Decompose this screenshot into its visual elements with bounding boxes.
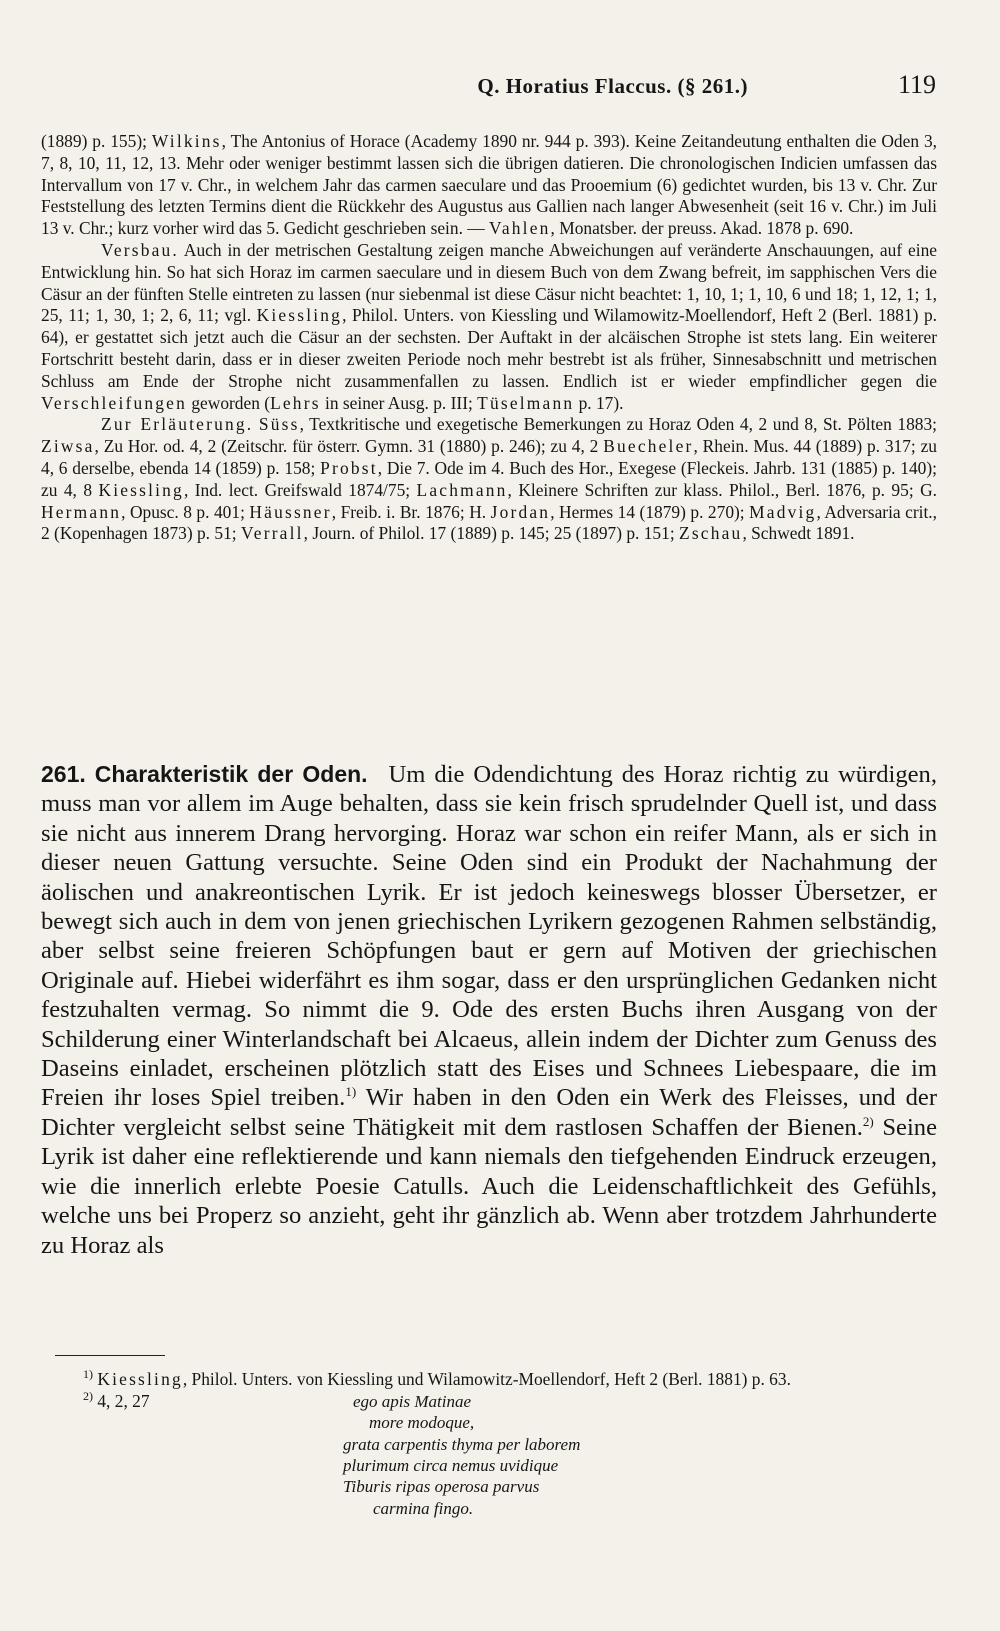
footnotes	[41, 1369, 937, 1519]
horace-quotation: ego apis Matinae more modoque, grata carpentis thyma per laborem plurimum circa nemus uvidique Tiburis ripas operosa parvus carmina fingo.	[343, 1391, 581, 1518]
running-title: Q. Horatius Flaccus. (§ 261.)	[477, 74, 748, 98]
section-title: Charakteristik der Oden.	[94, 761, 368, 787]
section-number: 261.	[41, 761, 86, 787]
versbau-paragraph: Versbau. Auch in der metrischen Gestaltung zeigen manche Abweichungen auf veränderte Anschauungen, auf eine Entwicklung hin. So hat sich Horaz im carmen saeculare und in diesem Buch von dem Zwang befreit, im sapphischen Vers die Cäsur an der fünften Stelle eintreten zu lassen (nur siebenmal ist diese Cäsur nicht beachtet: 1, 10, 1; 1, 10, 6 und 18; 1, 12, 1; 1, 25, 11; 1, 30, 1; 2, 6, 11; vgl. Kiessling, Philol. Unters. von Kiessling und Wilamowitz-Moellendorf, Heft 2 (Berl. 1881) p. 64), er gestattet sich jetzt auch die Cäsur an der sechsten. Der Auftakt in der alcäischen Strophe ist stets lang. Ein weiterer Fortschritt besteht darin, dass er in dieser zweiten Periode noch mehr bestrebt ist als früher, Sinnesabschnitt und metrischen Schluss am Ende der Strophe nicht zusammenfallen zu lassen. Endlich ist er wieder empfindlicher gegen die Verschleifungen geworden (Lehrs in seiner Ausg. p. III; Tüselmann p. 17).	[41, 239, 937, 413]
footnote-2: $^{2)}$ 4, 2, 27 ego apis Matinae more modoque, grata carpentis thyma per laborem plurimum circa nemus uvidique Tiburis ripas operosa parvus carmina fingo.	[83, 1389, 581, 1518]
footnote-1: $^{1)}$ Kiessling, Philol. Unters. von Kiessling und Wilamowitz-Moellendorf, Heft 2 (Berl. 1881) p. 63.	[83, 1367, 791, 1389]
footnote-ref-2[interactable]: 2)	[862, 1113, 874, 1129]
page-number: 119	[897, 70, 936, 99]
footnote-ref-1[interactable]: 1)	[345, 1084, 357, 1100]
section-paragraph: 261. Charakteristik der Oden. Um die Odendichtung des Horaz richtig zu würdigen, muss man vor allem im Auge behalten, dass sie kein frisch sprudelnder Quell ist, und dass sie nicht aus innerem Drang hervorging. Horaz war schon ein reifer Mann, als er sich in dieser neuen Gattung versuchte. Seine Oden sind ein Produkt der Nachahmung der äolischen und anakreontischen Lyrik. Er ist jedoch keineswegs blosser Übersetzer, er bewegt sich auch in dem von jenen griechischen Lyrikern gezogenen Rahmen selbständig, aber selbst seine freieren Schöpfungen baut er gern auf Motiven der griechischen Originale auf. Hiebei widerfährt es ihm sogar, dass er den ursprünglichen Gedanken nicht festzuhalten vermag. So nimmt die 9. Ode des ersten Buchs ihren Ausgang von der Schilderung einer Winterlandschaft bei Alcaeus, allein indem der Dichter zum Genuss des Daseins einladet, erscheinen plötzlich statt des Eises und Schnees Liebespaare, die im Freien ihr loses Spiel treiben.$^{1)}$ Wir haben in den Oden ein Werk des Fleisses, und der Dichter vergleicht selbst seine Thätigkeit mit dem rastlosen Schaffen der Bienen.$^{2)}$ Seine Lyrik ist daher eine reflektierende und kann niemals den tiefgehenden Eindruck erzeugen, wie die innerlich erlebte Poesie Catulls. Auch die Leidenschaftlichkeit des Gefühls, welche uns bei Properz so anzieht, geht ihr gänzlich ab. Wenn aber trotzdem Jahrhunderte zu Horaz als	[41, 761, 938, 1259]
erlaeuterung-label: Zur Erläuterung.	[101, 414, 254, 435]
versbau-label: Versbau.	[101, 239, 179, 260]
footnote-divider	[55, 1355, 165, 1356]
page-header	[40, 70, 936, 100]
erlaeuterung-paragraph: Zur Erläuterung. Süss, Textkritische und exegetische Bemerkungen zu Horaz Oden 4, 2 und 8, St. Pölten 1883; Ziwsa, Zu Hor. od. 4, 2 (Zeitschr. für österr. Gymn. 31 (1880) p. 246); zu 4, 2 Buecheler, Rhein. Mus. 44 (1889) p. 317; zu 4, 6 derselbe, ebenda 14 (1859) p. 158; Probst, Die 7. Ode im 4. Buch des Hor., Exegese (Fleckeis. Jahrb. 131 (1885) p. 140); zu 4, 8 Kiessling, Ind. lect. Greifswald 1874/75; Lachmann, Kleinere Schriften zur klass. Philol., Berl. 1876, p. 95; G. Hermann, Opusc. 8 p. 401; Häussner, Freib. i. Br. 1876; H. Jordan, Hermes 14 (1879) p. 270); Madvig, Adversaria crit., 2 (Kopenhagen 1873) p. 51; Verrall, Journ. of Philol. 17 (1889) p. 145; 25 (1897) p. 151; Zschau, Schwedt 1891.	[41, 414, 938, 544]
bibliography-block	[41, 131, 937, 545]
dating-paragraph: (1889) p. 155); Wilkins, The Antonius of Horace (Academy 1890 nr. 944 p. 393). Keine Zeitandeutung enthalten die Oden 3, 7, 8, 10, 11, 12, 13. Mehr oder weniger bestimmt lassen sich die übrigen datieren. Die chronologischen Indicien umfassen das Intervallum von 17 v. Chr., in welchem Jahr das carmen saeculare und das Prooemium (6) gedichtet wurden, bis 13 v. Chr. Zur Feststellung des letzten Termins dient die Rückkehr des Augustus aus Gallien nach langer Abwesenheit (seit 16 v. Chr.) im Juli 13 v. Chr.; kurz vorher wird das 5. Gedicht geschrieben sein. — Vahlen, Monatsber. der preuss. Akad. 1878 p. 690.	[41, 131, 937, 239]
section-261	[41, 760, 937, 1260]
